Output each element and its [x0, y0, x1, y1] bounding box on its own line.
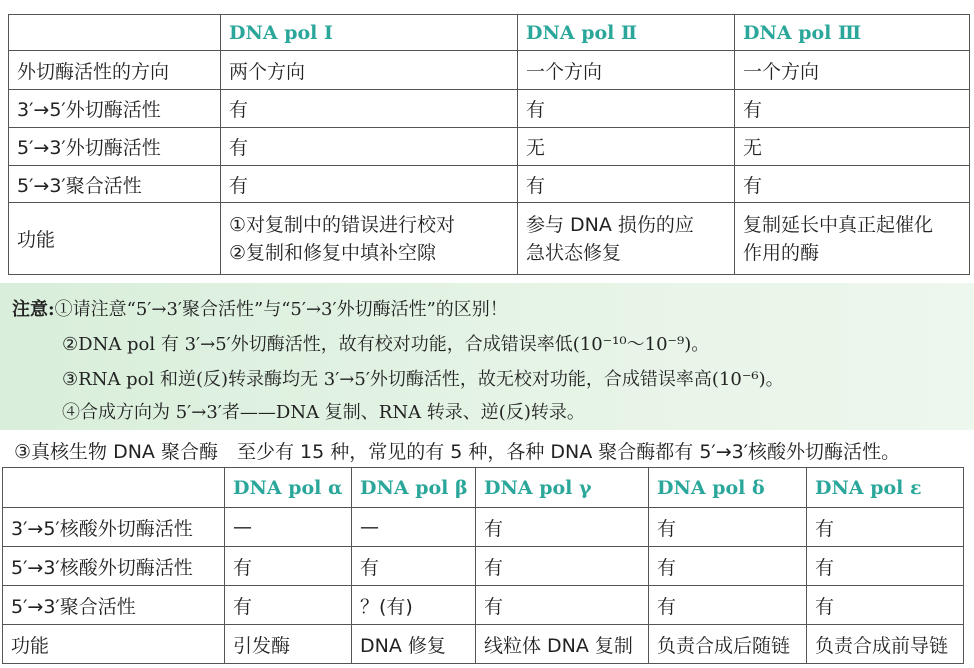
dna-pol-prokaryote-table [8, 14, 970, 275]
table-cell: 无 [735, 128, 970, 166]
table-cell: — [352, 508, 476, 547]
function-cell-pol1 [221, 203, 518, 275]
header-cell [3, 468, 225, 508]
table-cell: 有 [807, 508, 964, 547]
header-cell: DNA pol β [352, 468, 476, 508]
note-line-4: ④合成方向为 5′→3′者——DNA 复制、RNA 转录、逆(反)转录。 [62, 402, 585, 423]
table-cell: 有 [221, 166, 518, 203]
function-line: ②复制和修复中填补空隙 [229, 241, 437, 264]
table-cell: — [225, 508, 352, 547]
table-header-row [9, 15, 970, 51]
function-line: 参与 DNA 损伤的应 [526, 213, 694, 236]
table-cell: 有 [518, 90, 735, 128]
table-row [9, 90, 970, 128]
table-row [3, 586, 964, 625]
table-cell: 有 [225, 586, 352, 625]
table-cell: 一个方向 [518, 51, 735, 90]
table-cell: 有 [476, 586, 649, 625]
note-line-3: ③RNA pol 和逆(反)转录酶均无 3′→5′外切酶活性，故无校对功能，合成错误率高(10⁻⁶)。 [62, 369, 784, 390]
table-cell: 有 [649, 547, 807, 586]
table-cell: 有 [649, 508, 807, 547]
table-row [3, 625, 964, 664]
function-line: 作用的酶 [743, 241, 820, 264]
table-cell: 负责合成前导链 [807, 625, 964, 664]
table-cell: 引发酶 [225, 625, 352, 664]
table-cell: 线粒体 DNA 复制 [476, 625, 649, 664]
table-cell: 负责合成后随链 [649, 625, 807, 664]
table-cell: 有 [807, 547, 964, 586]
row-label: 功能 [9, 203, 221, 275]
note-label: 注意: [12, 299, 55, 320]
header-cell: DNA pol Ⅱ [518, 15, 735, 51]
row-label: 5′→3′外切酶活性 [9, 128, 221, 166]
header-cell [9, 15, 221, 51]
header-cell: DNA pol ε [807, 468, 964, 508]
header-cell: DNA pol δ [649, 468, 807, 508]
header-cell: DNA pol γ [476, 468, 649, 508]
table-row [9, 166, 970, 203]
note-box [0, 283, 974, 430]
table-header-row [3, 468, 964, 508]
note-text: ①请注意“5′→3′聚合活性”与“5′→3′外切酶活性”的区别！ [54, 299, 508, 320]
note-line-1 [12, 295, 508, 321]
table-cell: 有 [221, 90, 518, 128]
table-row [3, 508, 964, 547]
table-cell: 两个方向 [221, 51, 518, 90]
header-cell: DNA pol α [225, 468, 352, 508]
dna-pol-eukaryote-table [2, 467, 964, 664]
table-cell: ？(有) [352, 586, 476, 625]
row-label: 3′→5′核酸外切酶活性 [3, 508, 225, 547]
function-line: 急状态修复 [526, 241, 622, 264]
header-cell: DNA pol Ⅰ [221, 15, 518, 51]
table-row [9, 128, 970, 166]
table-cell: 有 [518, 166, 735, 203]
table-cell: 有 [225, 547, 352, 586]
row-label: 功能 [3, 625, 225, 664]
function-line: 复制延长中真正起催化 [743, 213, 934, 236]
function-cell-pol3 [735, 203, 970, 275]
row-label: 5′→3′聚合活性 [3, 586, 225, 625]
row-label: 5′→3′核酸外切酶活性 [3, 547, 225, 586]
table-cell: 有 [476, 508, 649, 547]
table-row-function [9, 203, 970, 275]
table-row [3, 547, 964, 586]
table-cell: 有 [735, 166, 970, 203]
table-row [9, 51, 970, 90]
table-cell: 无 [518, 128, 735, 166]
function-line: ①对复制中的错误进行校对 [229, 213, 456, 236]
row-label: 外切酶活性的方向 [9, 51, 221, 90]
header-cell: DNA pol Ⅲ [735, 15, 970, 51]
table-cell: DNA 修复 [352, 625, 476, 664]
table-cell: 有 [221, 128, 518, 166]
eukaryote-intro-text: ③真核生物 DNA 聚合酶 至少有 15 种，常见的有 5 种，各种 DNA 聚合酶都有 5′→3′核酸外切酶活性。 [14, 441, 901, 463]
table-cell: 有 [807, 586, 964, 625]
table-cell: 有 [649, 586, 807, 625]
table-cell: 有 [735, 90, 970, 128]
row-label: 5′→3′聚合活性 [9, 166, 221, 203]
table-cell: 有 [476, 547, 649, 586]
function-cell-pol2 [518, 203, 735, 275]
table-cell: 一个方向 [735, 51, 970, 90]
row-label: 3′→5′外切酶活性 [9, 90, 221, 128]
table-cell: 有 [352, 547, 476, 586]
note-line-2: ②DNA pol 有 3′→5′外切酶活性，故有校对功能，合成错误率低(10⁻¹⁰～10⁻⁹)。 [62, 334, 710, 355]
